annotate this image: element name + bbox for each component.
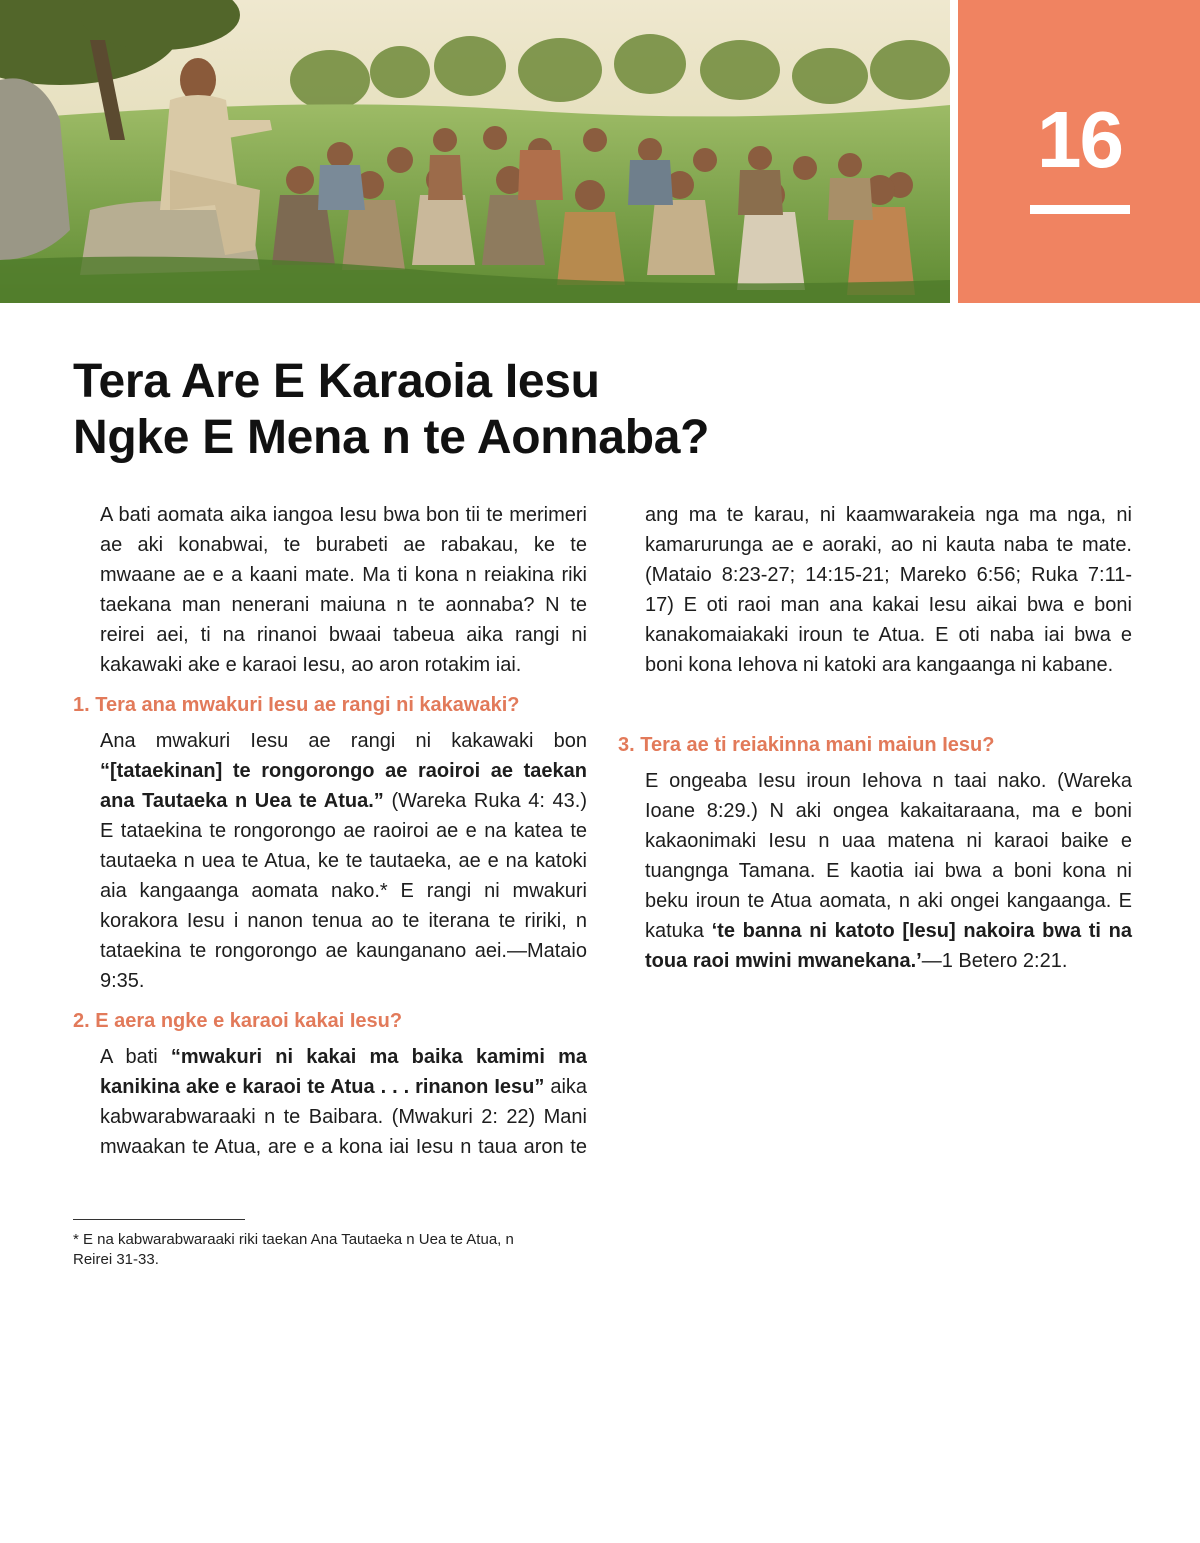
lesson-number-underline [1030, 205, 1130, 214]
answer-2-bold-quote: “mwakuri ni kakai ma baika kamimi ma kanikina ake e karaoi te Atua . . . rinanon Iesu” [100, 1046, 587, 1098]
answer-2-text-a: A bati [100, 1046, 171, 1068]
question-1: 1. Tera ana mwakuri Iesu ae rangi ni kakawaki? [73, 694, 520, 716]
hillside-crowd-illustration [0, 0, 950, 303]
page-title-line-2: Ngke E Mena n te Aonnaba? [73, 411, 710, 464]
question-3: 3. Tera ae ti reiakinna mani maiun Iesu? [618, 734, 995, 756]
answer-2-paragraph [73, 1042, 587, 1162]
answer-3-bold-quote: ‘te banna ni katoto [Iesu] nakoira bwa ti na toua raoi mwini mwanekana.’ [645, 920, 1132, 972]
left-column [73, 500, 587, 1162]
answer-3-text-a: E ongeaba Iesu iroun Iehova n taai nako. (Wareka Ioane 8:29.) N aki ongea kakaitaraana, ma e boni kakaonimaki Iesu n uaa matena ni karaoi baike e tuangnga Tamana. E kaotia iai bwa a boni kona ni beku iroun te Atua aomata, n aki ongei kangaanga. E katuka [645, 770, 1132, 942]
answer-3-paragraph [618, 766, 1132, 976]
lesson-number: 16 [1037, 95, 1122, 184]
answer-1-text-b: (Wareka Ruka 4: 43.) E tataekina te rongorongo ae raoiroi ae e na katea te tautaeka n uea te Atua, ke te tautaeka, ae e na katoki aia kangaanga aomata nako.* E rangi ni mwakuri korakora Iesu i nanon tenua ao te iterana te ririki, n tataekina te rongorongo ae kaunganano aei.—Mataio 9:35. [100, 790, 588, 992]
answer-1-bold-quote: “[tataekinan] te rongorongo ae raoiroi ae taekan ana Tautaeka n Uea te Atua.” [100, 760, 587, 812]
answer-2-continued-paragraph [618, 500, 1132, 680]
lesson-number-badge [958, 0, 1200, 303]
page-title-line-1: Tera Are E Karaoia Iesu [73, 355, 600, 408]
hero-image [0, 0, 950, 303]
answer-1-text-a: Ana mwakuri Iesu ae rangi ni kakawaki bon [100, 730, 587, 752]
answer-2-cont-text-b: ang ma te karau, ni kaamwarakeia nga ma nga, ni kamarurunga ae e aoraki, ao ni kauta naba te mate. (Mataio 8:23-27; 14:15-21; Mareko 6:56; Ruka 7:11-17) E oti raoi man ana kakai Iesu aikai bwa e boni kanakomaiakaki iroun te Atua. E oti naba iai bwa e boni kona Iehova ni katoki ara kangaanga ni kabane. [645, 504, 1132, 676]
page-title [73, 354, 893, 466]
answer-2-continuation [618, 500, 1132, 710]
intro-paragraph: A bati aomata aika iangoa Iesu bwa bon tii te merimeri ae aki konabwai, te burabeti ae rabakau, ke te mwaane ae e a kaani mate. Ma ti kona n reiakina riki taekana man nenerani maiuna n te aonnaba? N te reirei aei, ti na rinanoi bwaai tabeua aika rangi ni kakawaki ake e karaoi Iesu, ao aron rotakim iai. [100, 504, 587, 676]
right-column [618, 500, 1132, 976]
answer-1-paragraph [73, 726, 587, 996]
question-2: 2. E aera ngke e karaoi kakai Iesu? [73, 1010, 403, 1032]
footnote-divider [73, 1219, 245, 1220]
answer-3-text-b: —1 Betero 2:21. [921, 950, 1068, 972]
footnote: * E na kabwarabwaraaki riki taekan Ana Tautaeka n Uea te Atua, n Reirei 31-33. [73, 1231, 514, 1268]
answer-2-text-b: aika kabwarabwaraaki n te Baibara. (Mwakuri 2: 22) Mani mwaakan te Atua, are e a kona iai Iesu n taua aron te [100, 1076, 587, 1158]
